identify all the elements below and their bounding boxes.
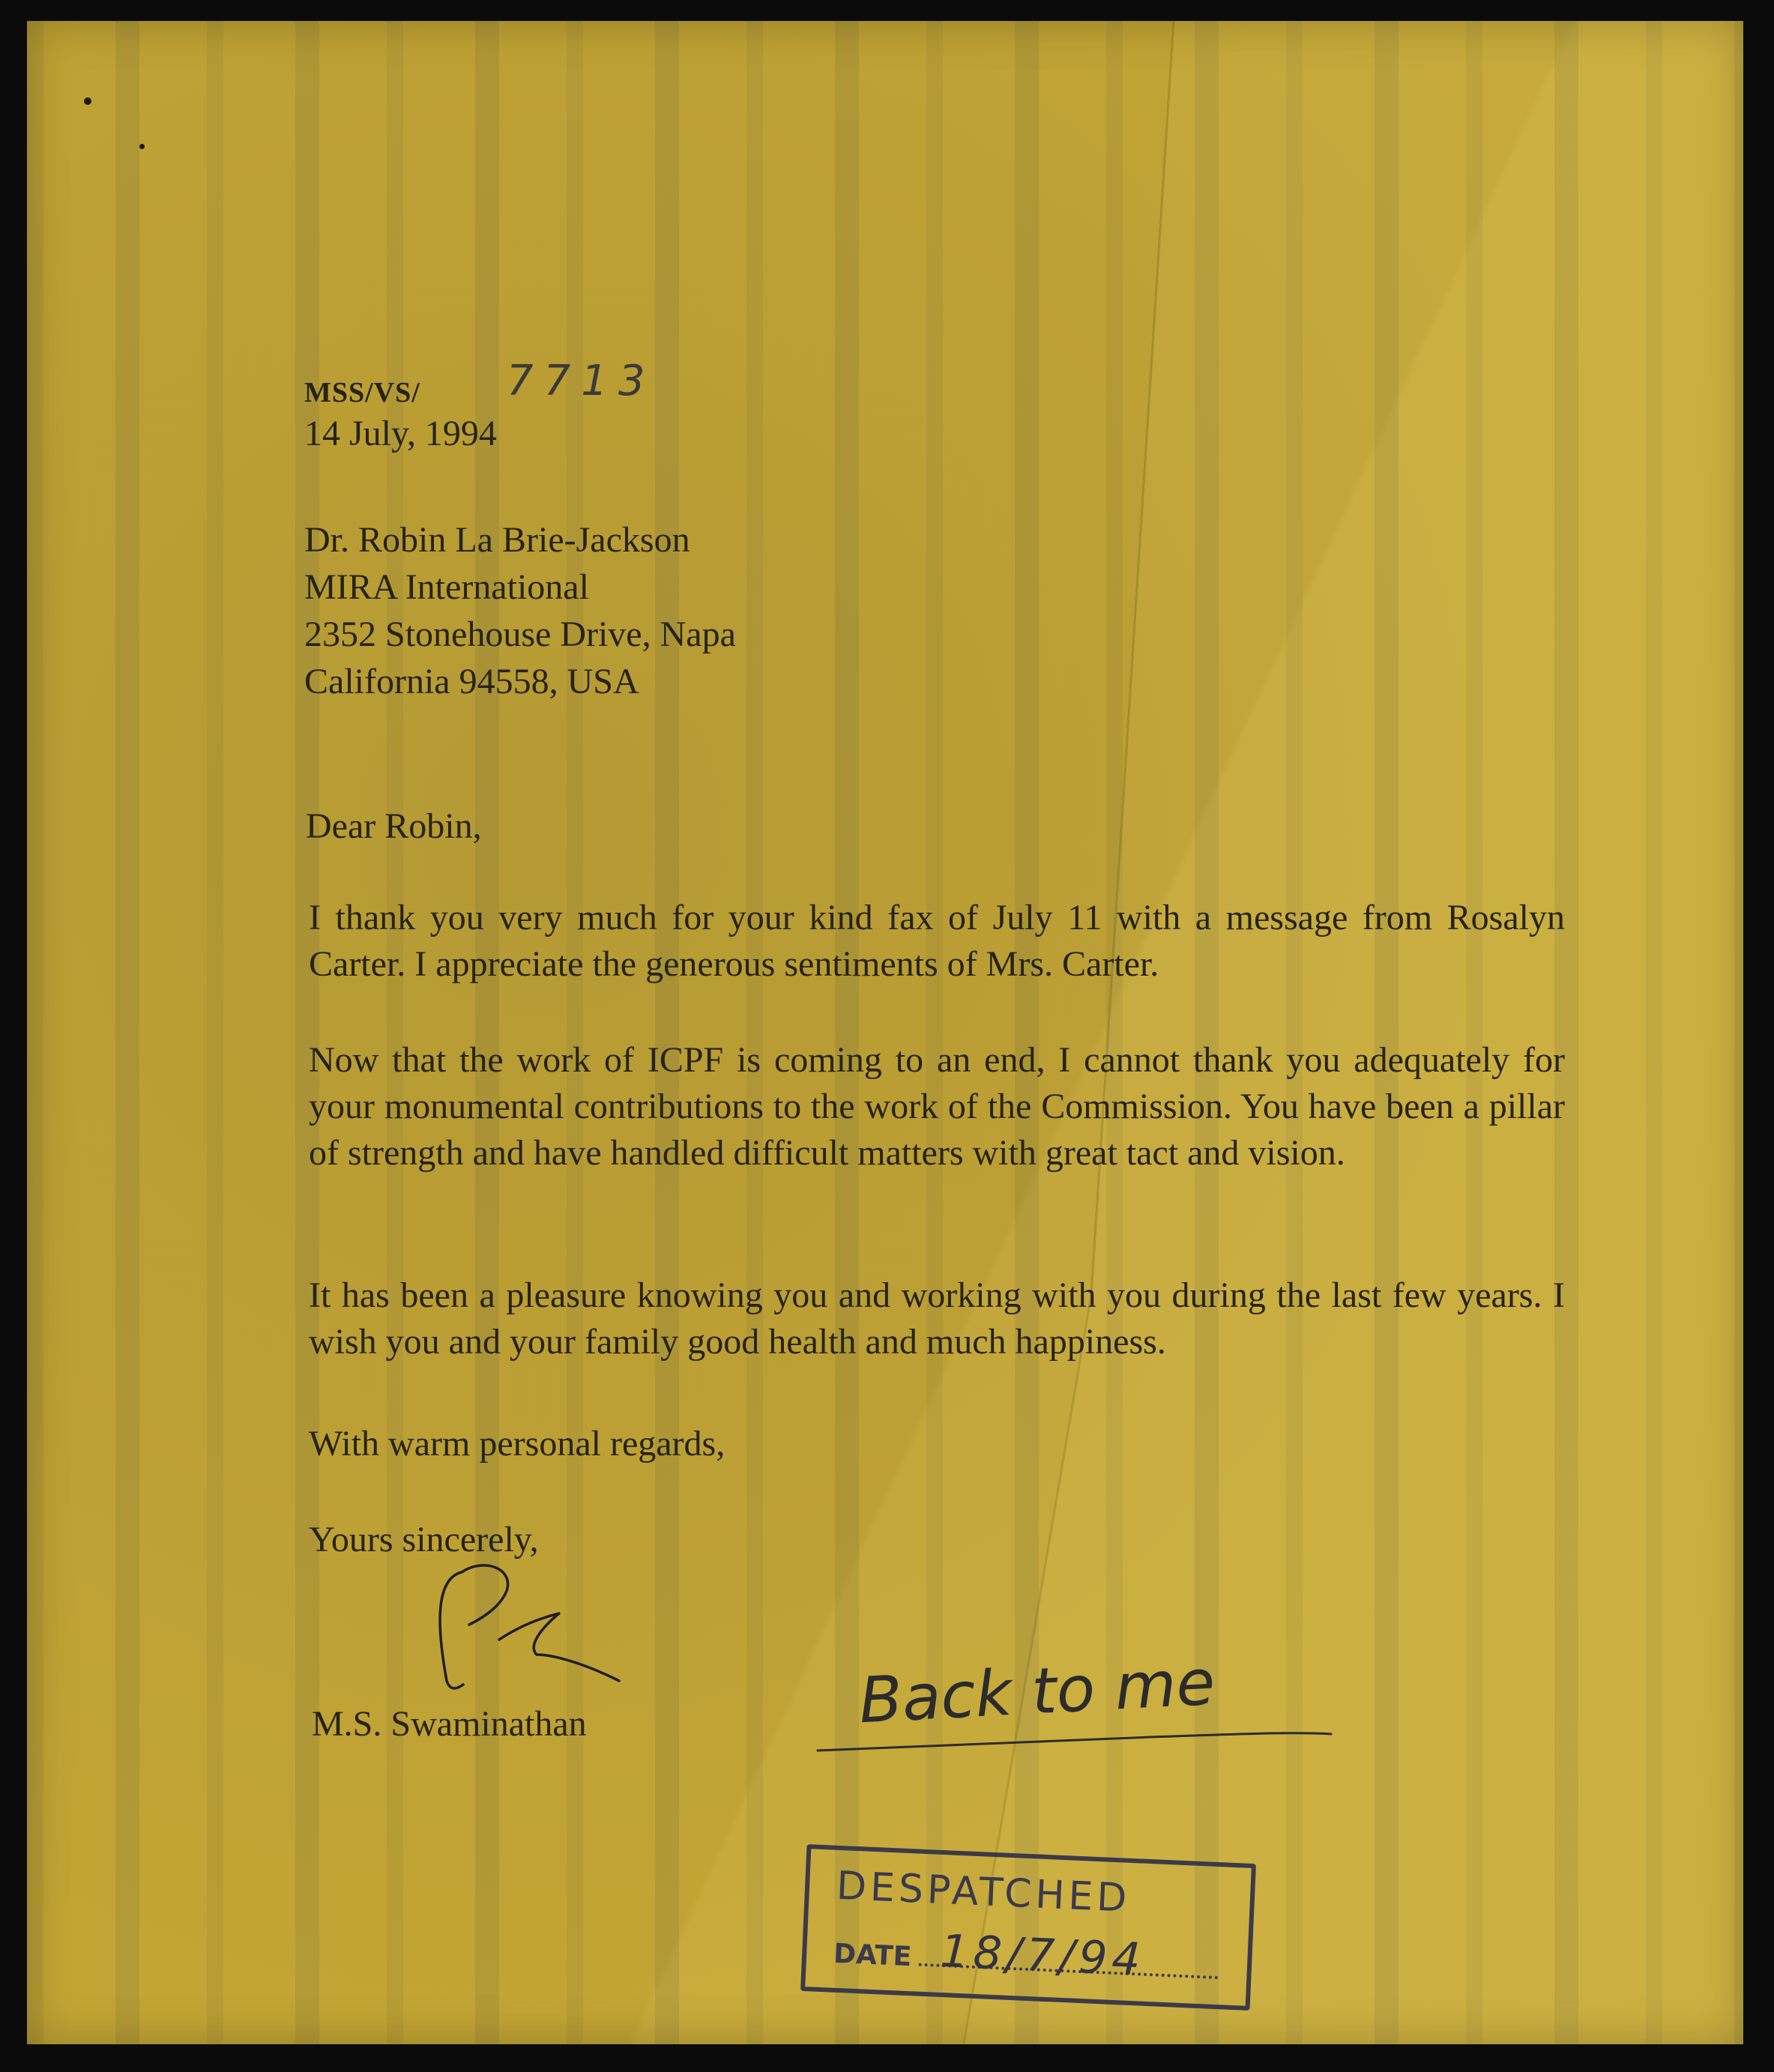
address-line: 2352 Stonehouse Drive, Napa <box>304 614 736 654</box>
reference-prefix: MSS/VS/ <box>304 377 420 408</box>
despatched-stamp <box>800 1844 1256 2011</box>
address-line: Dr. Robin La Brie-Jackson <box>304 520 690 560</box>
paper-speck <box>84 97 91 105</box>
address-line: California 94558, USA <box>304 662 639 701</box>
body-paragraph: Now that the work of ICPF is coming to an end, I cannot thank you adequately for your monumental contributions to the work of the Commission. You have been a pillar of strength and have handled difficult matters with great tact and vision. <box>309 1040 1565 1173</box>
paper-speck <box>139 144 145 149</box>
closing-line: Yours sincerely, <box>309 1520 539 1559</box>
handwritten-reference-number: 7713 <box>507 357 656 405</box>
stamp-title: DESPATCHED <box>835 1863 1132 1921</box>
address-line: MIRA International <box>304 567 589 607</box>
letter-date: 14 July, 1994 <box>304 414 497 453</box>
regards-line: With warm personal regards, <box>309 1424 725 1464</box>
signature <box>417 1550 657 1700</box>
stamp-date-label: DATE <box>833 1938 913 1973</box>
handwritten-underline <box>814 1721 1339 1758</box>
letter-page <box>27 21 1743 2044</box>
stamp-date-value: 18/7/94 <box>938 1924 1147 1987</box>
signatory-name: M.S. Swaminathan <box>312 1704 587 1744</box>
salutation: Dear Robin, <box>306 806 482 846</box>
body-paragraph: I thank you very much for your kind fax of July 11 with a message from Rosalyn Carter. I appreciate the generous sentiments of Mrs. Carter. <box>309 898 1565 984</box>
body-paragraph: It has been a pleasure knowing you and working with you during the last few years. I wish you and your family good health and much happiness. <box>309 1275 1565 1362</box>
handwritten-note: Back to me <box>857 1645 1217 1738</box>
